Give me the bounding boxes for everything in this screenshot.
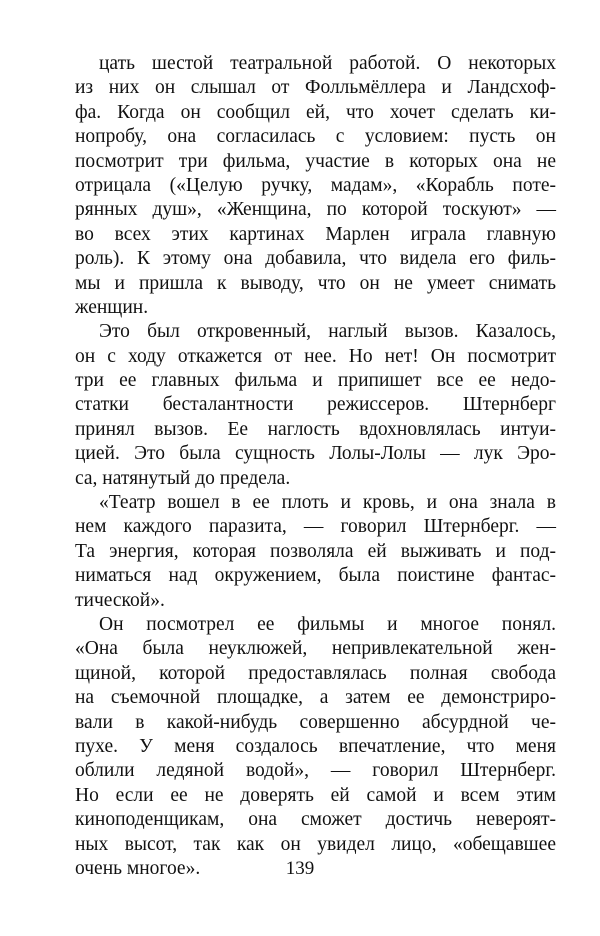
text-line: рянных душ», «Женщина, по которой тоскуют» — bbox=[75, 199, 556, 221]
text-line: облили ледяной водой», — говорил Штернберг. bbox=[75, 760, 556, 782]
text-line: нопробу, она согласилась с условием: пусть он bbox=[75, 126, 556, 148]
text-line: «Она была неуклюжей, непривлекательной жен- bbox=[75, 638, 556, 660]
text-line: мы и пришла к выводу, что он не умеет снимать bbox=[75, 272, 556, 294]
text-line: во всех этих картинах Марлен играла главную bbox=[75, 223, 556, 245]
text-line: из них он слышал от Фолльмёллера и Ландсхоф- bbox=[75, 77, 556, 99]
text-line: са, натянутый до предела. bbox=[75, 467, 291, 489]
text-line: вали в какой-нибудь совершенно абсурдной че- bbox=[75, 711, 556, 733]
text-line: Та энергия, которая позволяла ей выживать и под- bbox=[75, 540, 556, 562]
text-line: он с ходу откажется от нее. Но нет! Он посмотрит bbox=[75, 345, 556, 367]
text-line: три ее главных фильма и припишет все ее недо- bbox=[75, 370, 556, 392]
text-line: очень многое». bbox=[75, 857, 201, 879]
text-line: посмотрит три фильма, участие в которых она не bbox=[75, 150, 556, 172]
paragraph bbox=[75, 491, 556, 613]
text-line: нем каждого паразита, — говорил Штернберг. — bbox=[75, 516, 556, 538]
text-line: Это был откровенный, наглый вызов. Казалось, bbox=[99, 321, 556, 343]
text-line: киноподенщикам, она сможет достичь невероят- bbox=[75, 809, 556, 831]
text-line: «Театр вошел в ее плоть и кровь, и она знала в bbox=[99, 492, 556, 514]
text-line: Но если ее не доверять ей самой и всем этим bbox=[75, 784, 556, 806]
text-line: ных высот, так как он увидел лицо, «обещавшее bbox=[75, 833, 556, 855]
text-line: роль). К этому она добавила, что видела его филь- bbox=[75, 248, 556, 270]
text-line: принял вызов. Ее наглость вдохновлялась интуи- bbox=[75, 418, 556, 440]
page-body bbox=[75, 52, 556, 881]
page-number: 139 bbox=[285, 858, 315, 879]
paragraph bbox=[75, 320, 556, 491]
text-line: Он посмотрел ее фильмы и многое понял. bbox=[99, 613, 556, 635]
text-line: цией. Это была сущность Лолы-Лолы — лук Эро- bbox=[75, 443, 556, 465]
paragraph bbox=[75, 613, 556, 881]
text-line: женщин. bbox=[75, 296, 149, 318]
text-line: щиной, которой предоставлялась полная свобода bbox=[75, 662, 556, 684]
text-line: ниматься над окружением, была поистине фантас- bbox=[75, 565, 556, 587]
paragraph bbox=[75, 52, 556, 320]
text-line: цать шестой театральной работой. О некоторых bbox=[99, 53, 556, 74]
text-line: тической». bbox=[75, 589, 165, 611]
text-line: отрицала («Целую ручку, мадам», «Корабль поте- bbox=[75, 174, 556, 196]
text-line: пухе. У меня создалось впечатление, что меня bbox=[75, 735, 556, 757]
text-line: фа. Когда он сообщил ей, что хочет сделать ки- bbox=[75, 101, 556, 123]
text-line: статки бесталантности режиссеров. Штернберг bbox=[75, 394, 556, 416]
text-line: на съемочной площадке, а затем ее демонстриро- bbox=[75, 687, 556, 709]
